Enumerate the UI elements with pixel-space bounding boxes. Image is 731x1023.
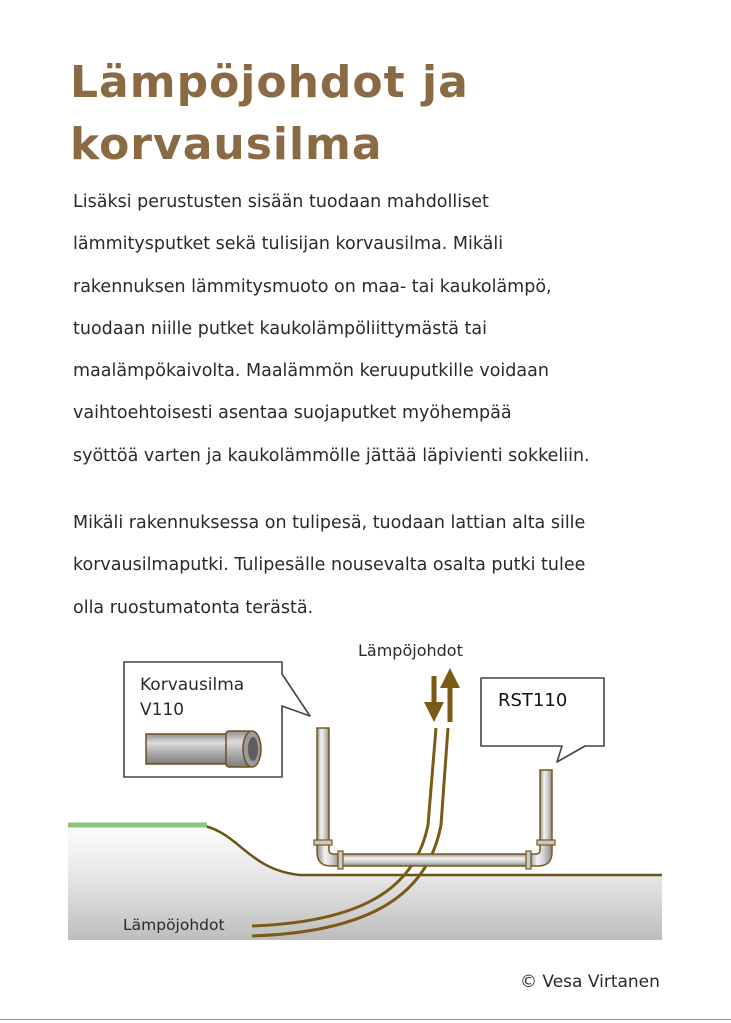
bottom-rule: [0, 1019, 731, 1020]
callout-left-sublabel: V110: [140, 700, 185, 720]
paragraph-line: tuodaan niille putket kaukolämpöliittymästä tai: [73, 318, 487, 339]
horizontal-pipe: [338, 854, 531, 866]
paragraph-line: Lisäksi perustusten sisään tuodaan mahdolliset: [73, 192, 489, 212]
pipe-coupling: [338, 851, 343, 869]
down-arrow-icon: [424, 676, 444, 722]
callout-left-label: Korvausilma: [140, 675, 245, 695]
paragraph-line: maalämpökaivolta. Maalämmön keruuputkille voidaan: [73, 361, 549, 382]
elbow-left: [317, 844, 340, 866]
page-title: [70, 52, 670, 176]
vertical-pipe-right: [540, 770, 552, 846]
paragraph-line: lämmitysputket sekä tulisijan korvausilma. Mikäli: [73, 234, 504, 255]
up-arrow-icon: [440, 668, 460, 722]
bottom-heat-pipes-label: Lämpöjohdot: [123, 916, 225, 934]
callout-right-label: RST110: [498, 690, 568, 711]
fireplace-paragraph: [73, 502, 713, 629]
vertical-pipe-left: [317, 728, 329, 846]
pipe-coupling: [526, 851, 531, 869]
grey-pipe-illustration: [146, 731, 261, 767]
elbow-right: [529, 844, 552, 866]
intro-paragraph: [73, 181, 713, 477]
title-line: Lämpöjohdot ja: [70, 57, 469, 108]
paragraph-line: olla ruostumatonta terästä.: [73, 597, 314, 618]
pipe-coupling: [314, 840, 332, 845]
top-heat-pipes-label: Lämpöjohdot: [358, 641, 463, 660]
title-line: korvausilma: [70, 119, 383, 170]
paragraph-line: vaihtoehtoisesti asentaa suojaputket myöhempää: [73, 403, 512, 424]
copyright-notice: © Vesa Virtanen: [520, 972, 660, 992]
paragraph-line: Mikäli rakennuksessa on tulipesä, tuodaan lattian alta sille: [73, 513, 586, 533]
paragraph-line: rakennuksen lämmitysmuoto on maa- tai kaukolämpö,: [73, 276, 552, 297]
paragraph-line: korvausilmaputki. Tulipesälle nousevalta osalta putki tulee: [73, 555, 586, 576]
pipe-coupling: [537, 840, 555, 845]
pipe-diagram: [0, 630, 731, 970]
paragraph-line: syöttöä varten ja kaukolämmölle jättää läpivienti sokkeliin.: [73, 445, 590, 466]
